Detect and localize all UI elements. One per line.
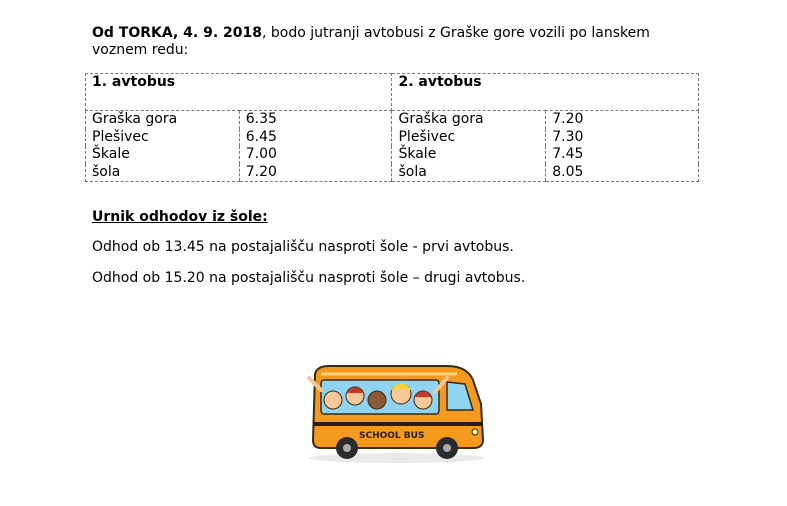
stop-cell: šola [86,164,240,182]
stop-cell: Plešivec [86,129,240,147]
bus1-header: 1. avtobus [86,74,392,111]
time-cell: 7.20 [546,111,699,129]
stop-cell: Graška gora [86,111,240,129]
stop-cell: šola [392,164,546,182]
stop-cell: Škale [392,146,546,164]
departure-line-1: Odhod ob 13.45 na postajališču nasproti šole - prvi avtobus. [92,239,514,255]
time-cell: 7.30 [546,129,699,147]
time-cell: 6.45 [239,129,392,147]
time-cell: 6.35 [239,111,392,129]
bus-schedule-table [85,73,699,182]
departure-line-2: Odhod ob 15.20 na postajališču nasproti šole – drugi avtobus. [92,270,526,286]
time-cell: 7.00 [239,146,392,164]
stop-cell: Škale [86,146,240,164]
bus-text: SCHOOL BUS [359,431,425,441]
intro-text [92,25,692,59]
time-cell: 7.20 [239,164,392,182]
departures-title: Urnik odhodov iz šole: [92,209,268,225]
school-bus-illustration [297,360,493,470]
intro-rest: , bodo jutranji avtobusi z Graške gore vozili po lanskem voznem redu: [92,25,650,58]
stop-cell: Plešivec [392,129,546,147]
table-header-row [86,74,699,111]
time-cell: 8.05 [546,164,699,182]
table-row [86,164,699,182]
table-row [86,146,699,164]
time-cell: 7.45 [546,146,699,164]
intro-date: Od TORKA, 4. 9. 2018 [92,25,262,41]
stop-cell: Graška gora [392,111,546,129]
table-row [86,129,699,147]
bus2-header: 2. avtobus [392,74,699,111]
table-row [86,111,699,129]
